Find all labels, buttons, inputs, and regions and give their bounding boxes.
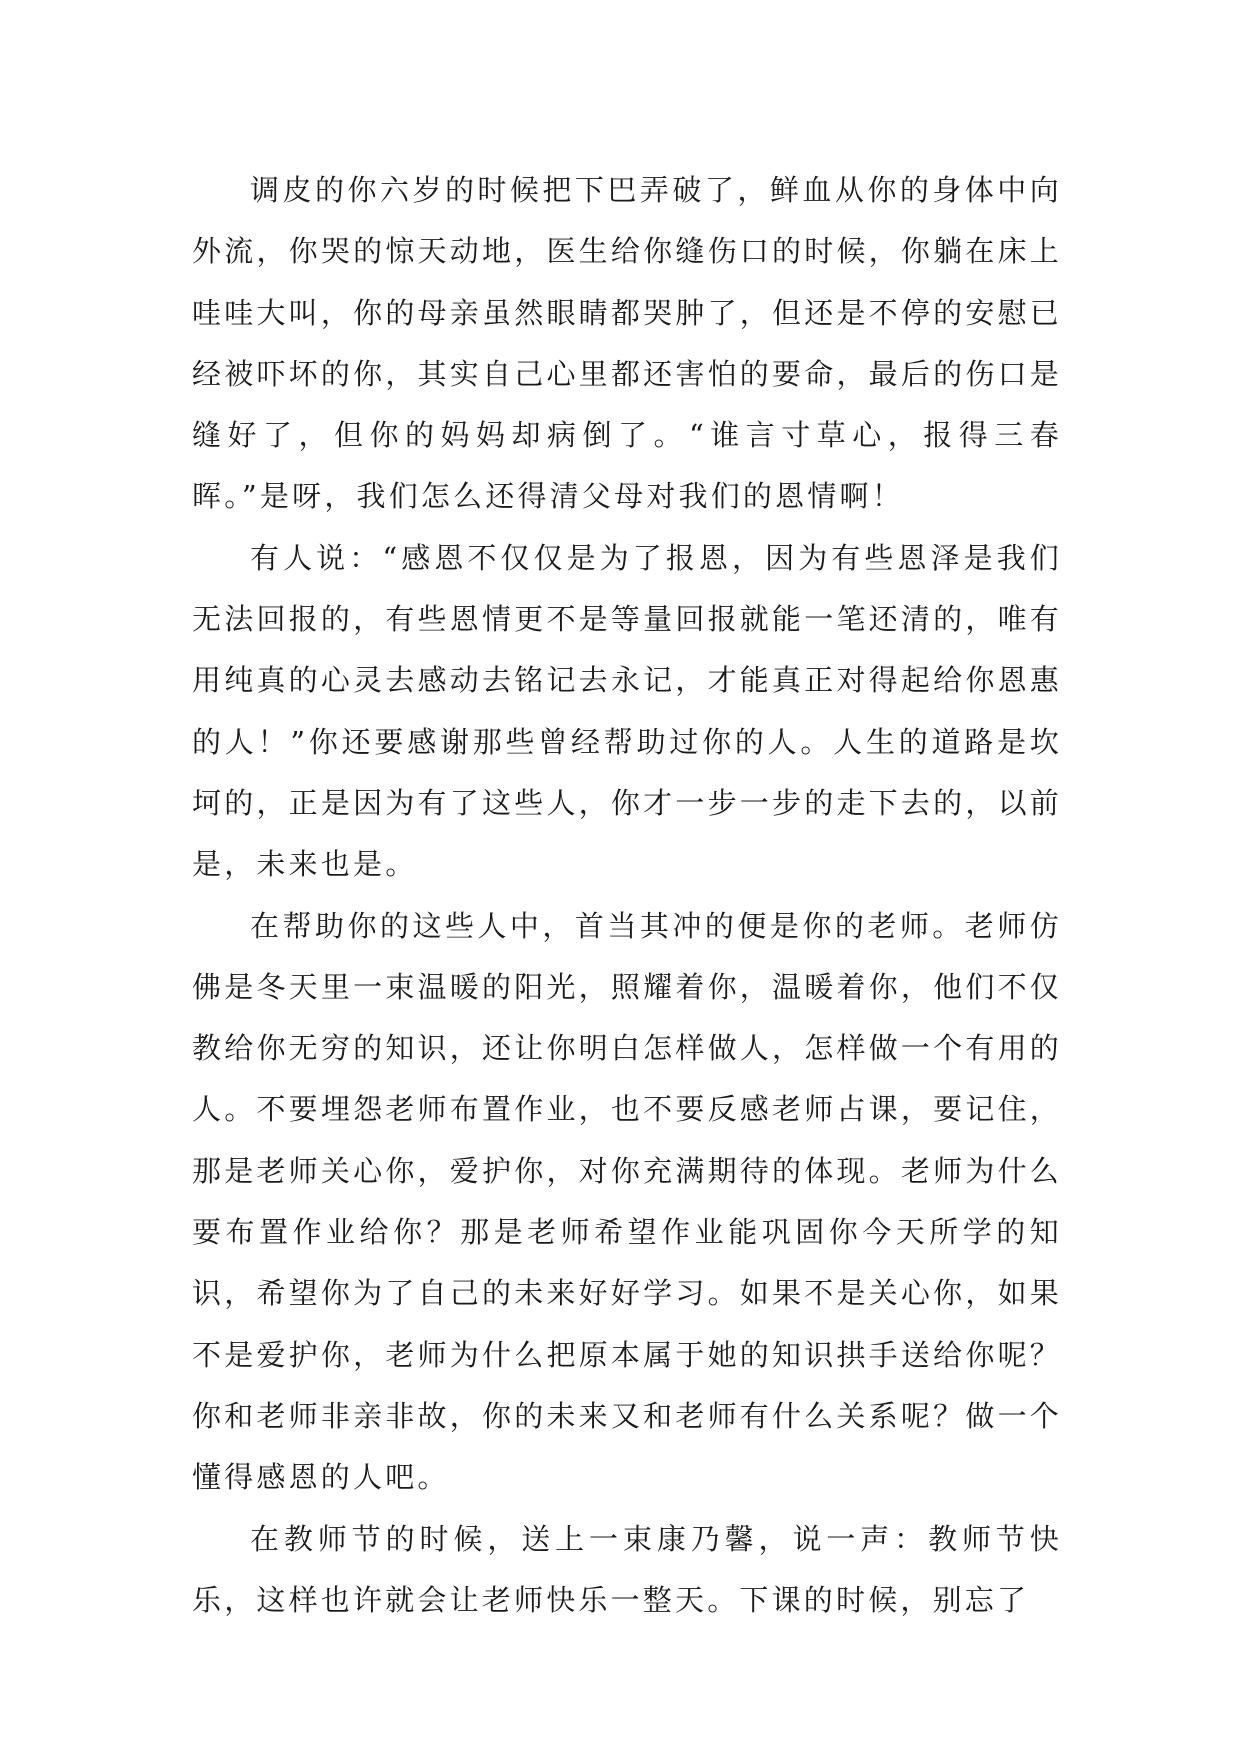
document-body: [192, 160, 1062, 1631]
paragraph-teachers-day: 在教师节的时候，送上一束康乃馨，说一声：教师节快乐，这样也许就会让老师快乐一整天。下课的时候，别忘了: [192, 1521, 1062, 1617]
paragraph-teachers: 在帮助你的这些人中，首当其冲的便是你的老师。老师仿佛是冬天里一束温暖的阳光，照耀着你，温暖着你，他们不仅教给你无穷的知识，还让你明白怎样做人，怎样做一个有用的人。不要埋怨老师布置作业，也不要反感老师占课，要记住，那是老师关心你，爱护你，对你充满期待的体现。老师为什么要布置作业给你？那是老师希望作业能巩固你今天所学的知识，希望你为了自己的未来好好学习。如果不是关心你，如果不是爱护你，老师为什么把原本属于她的知识拱手送给你呢？你和老师非亲非故，你的未来又和老师有什么关系呢？做一个懂得感恩的人吧。: [192, 908, 1062, 1495]
paragraph-childhood-injury: 调皮的你六岁的时候把下巴弄破了，鲜血从你的身体中向外流，你哭的惊天动地，医生给你缝伤口的时候，你躺在床上哇哇大叫，你的母亲虽然眼睛都哭肿了，但还是不停的安慰已经被吓坏的你，其实自己心里都还害怕的要命，最后的伤口是缝好了，但你的妈妈却病倒了。“谁言寸草心，报得三春晖。”是呀，我们怎么还得清父母对我们的恩情啊！: [192, 173, 1062, 514]
paragraph-gratitude-quote: 有人说：“感恩不仅仅是为了报恩，因为有些恩泽是我们无法回报的，有些恩情更不是等量回报就能一笔还清的，唯有用纯真的心灵去感动去铭记去永记，才能真正对得起给你恩惠的人！”你还要感谢那些曾经帮助过你的人。人生的道路是坎坷的，正是因为有了这些人，你才一步一步的走下去的，以前是，未来也是。: [192, 540, 1062, 882]
